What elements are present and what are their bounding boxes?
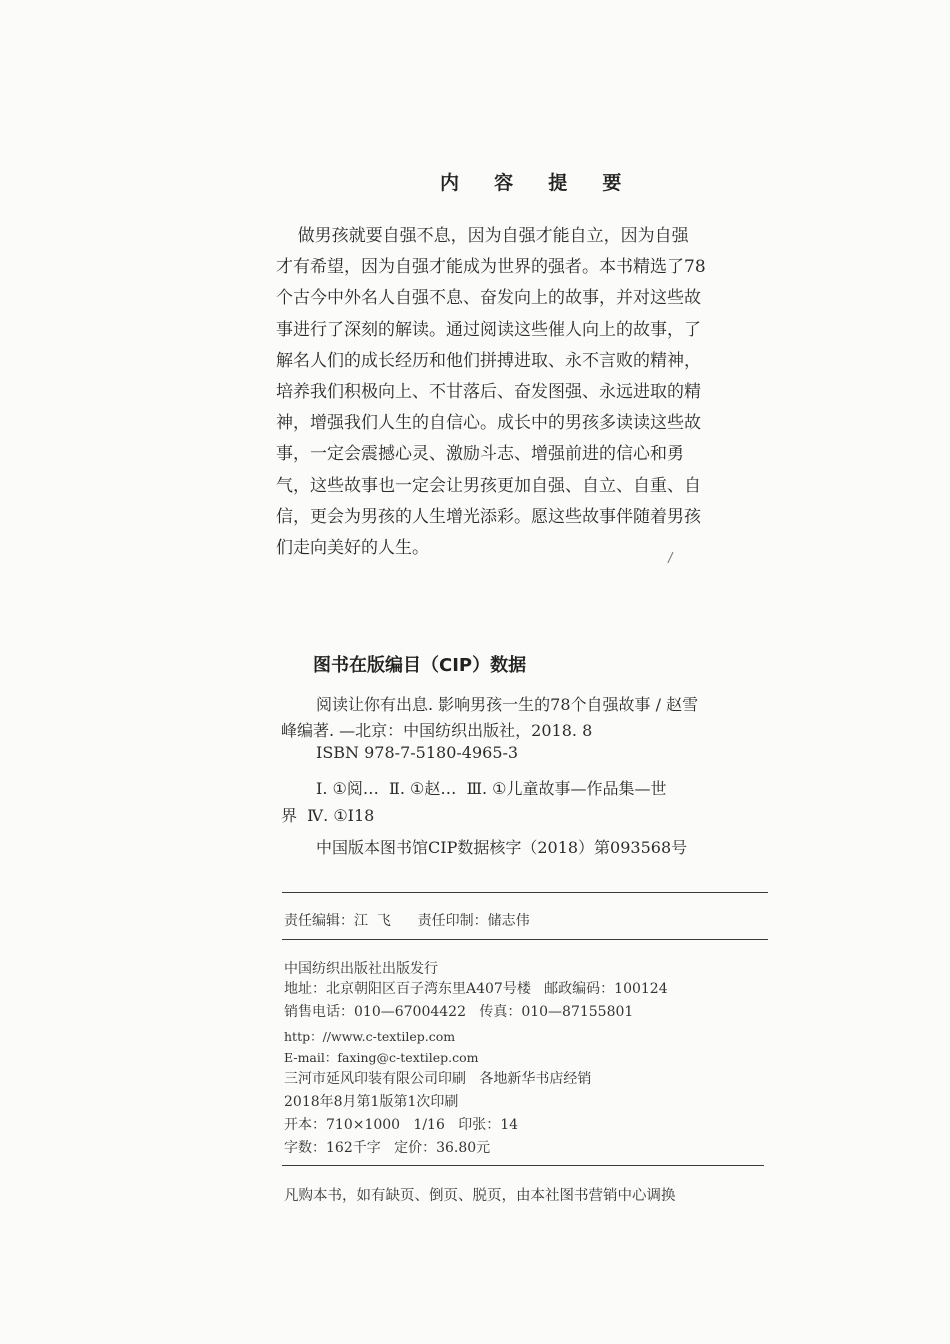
publisher-line: 中国纺织出版社出版发行 [284, 961, 438, 977]
format-line: 开本：710×1000 1/16 印张：14 [284, 1117, 519, 1133]
publisher-address: 地址：北京朝阳区百子湾东里A407号楼 邮政编码：100124 [284, 981, 668, 997]
summary-line: 神，增强我们人生的自信心。成长中的男孩多读读这些故 [276, 413, 701, 434]
stray-pen-mark: / [666, 549, 674, 567]
cip-record-number: 中国版本图书馆CIP数据核字（2018）第093568号 [316, 838, 688, 857]
summary-line: 信，更会为男孩的人生增光添彩。愿这些故事伴随着男孩 [276, 506, 701, 527]
summary-line: 事，一定会震撼心灵、激励斗志、增强前进的信心和勇 [276, 444, 684, 465]
publisher-website: http：//www.c-textilep.com [284, 1029, 456, 1044]
summary-title: 内 容 提 要 [440, 172, 636, 194]
cip-title-line: 阅读让你有出息. 影响男孩一生的78个自强故事 / 赵雪 [316, 695, 699, 714]
replacement-notice: 凡购本书，如有缺页、倒页、脱页，由本社图书营销中心调换 [284, 1188, 676, 1204]
summary-line: 做男孩就要自强不息，因为自强才能自立，因为自强 [276, 226, 689, 246]
summary-line: 事进行了深刻的解读。通过阅读这些催人向上的故事，了 [276, 319, 701, 340]
summary-line: 个古今中外名人自强不息、奋发向上的故事，并对这些故 [276, 288, 701, 309]
cip-isbn: ISBN 978-7-5180-4965-3 [316, 743, 519, 762]
divider-top [282, 892, 768, 893]
wordcount-price-line: 字数：162千字 定价：36.80元 [284, 1140, 491, 1156]
publisher-phone: 销售电话：010—67004422 传真：010—87155801 [284, 1004, 634, 1020]
divider-bottom [282, 1165, 764, 1166]
edition-line: 2018年8月第1版第1次印刷 [284, 1094, 459, 1110]
divider-middle [282, 939, 768, 940]
summary-line: 才有希望，因为自强才能成为世界的强者。本书精选了78 [276, 257, 706, 278]
cip-classification: Ⅰ. ①阅… Ⅱ. ①赵… Ⅲ. ①儿童故事—作品集—世 [316, 779, 667, 798]
summary-line: 们走向美好的人生。 [276, 537, 429, 558]
publisher-email: E-mail：faxing@c-textilep.com [284, 1050, 479, 1065]
editors-line: 责任编辑：江 飞 责任印制：储志伟 [284, 913, 530, 929]
summary-body [276, 221, 772, 564]
summary-line: 气，这些故事也一定会让男孩更加自强、自立、自重、自 [276, 475, 701, 496]
printer-line: 三河市延风印装有限公司印刷 各地新华书店经销 [284, 1071, 592, 1087]
cip-classification-cont: 界 Ⅳ. ①I18 [281, 806, 375, 825]
summary-line: 解名人们的成长经历和他们拼搏进取、永不言败的精神， [276, 350, 701, 371]
cip-title: 图书在版编目（CIP）数据 [313, 655, 527, 676]
cip-publisher-line: 峰编著. —北京：中国纺织出版社，2018. 8 [281, 721, 593, 740]
summary-line: 培养我们积极向上、不甘落后、奋发图强、永远进取的精 [276, 381, 701, 402]
